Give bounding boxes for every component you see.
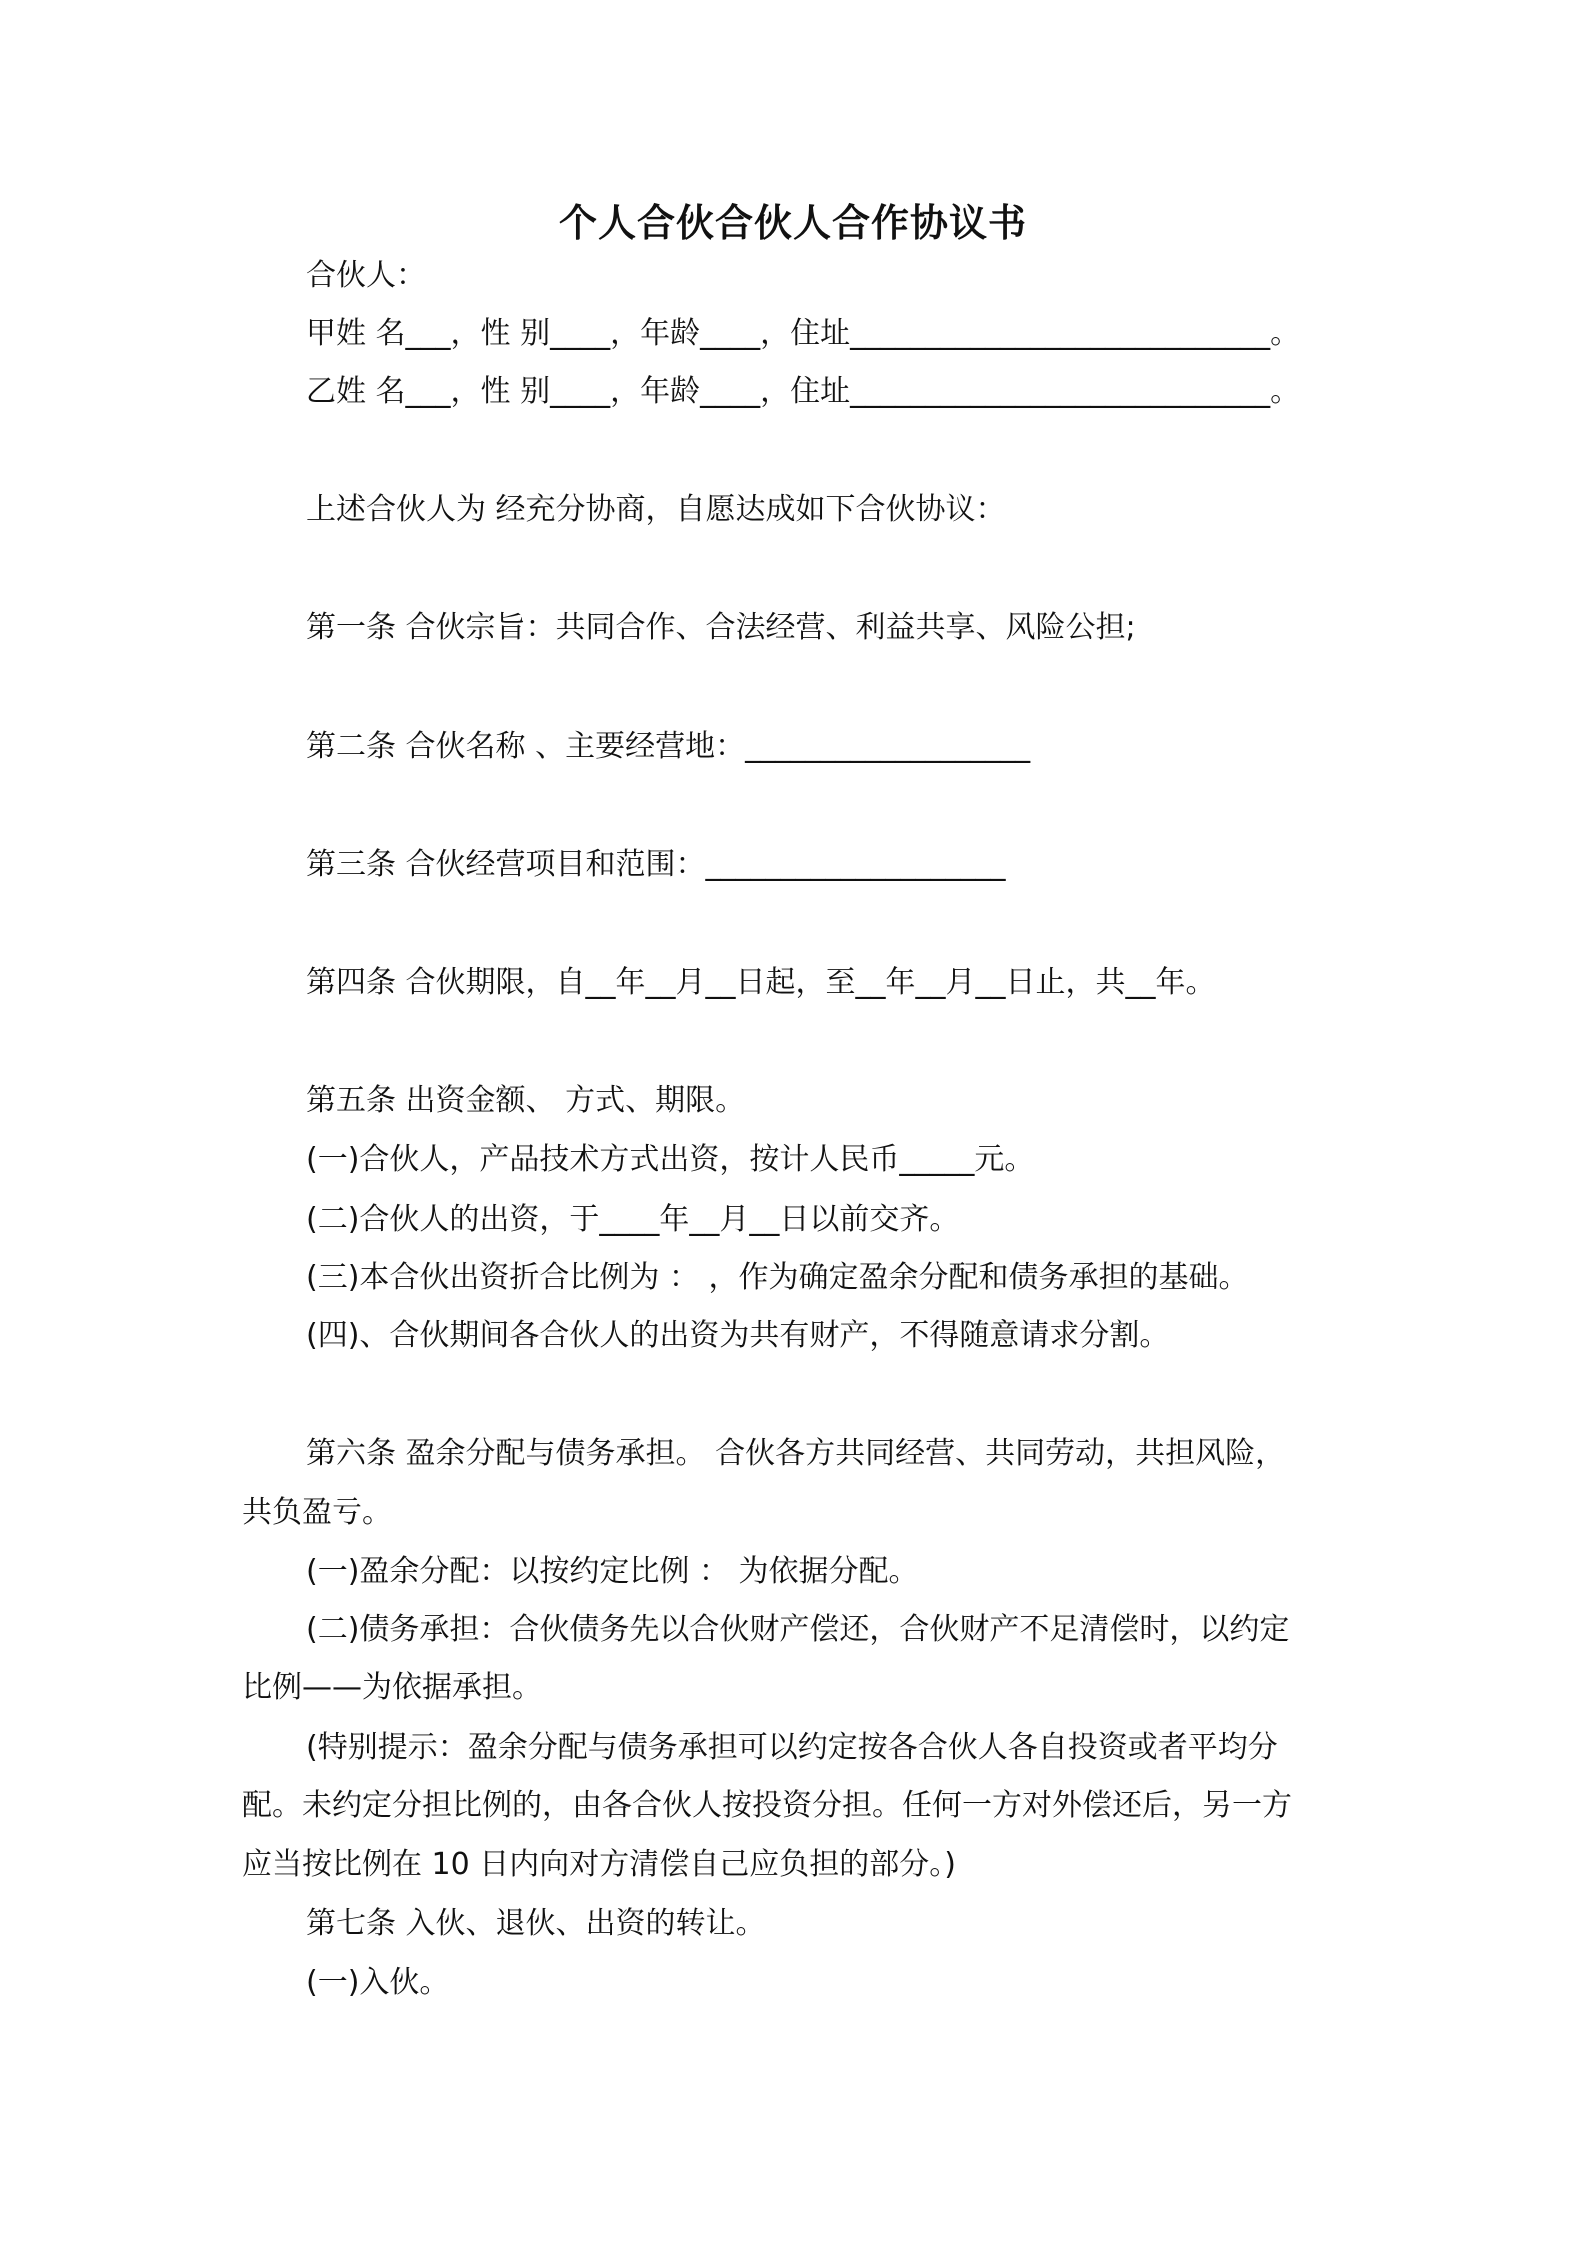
- article-5-item-4: (四)、合伙期间各合伙人的出资为共有财产，不得随意请求分割。: [306, 1318, 1170, 1353]
- article-6-heading: 第六条 盈余分配与债务承担。 合伙各方共同经营、共同劳动，共担风险，: [306, 1436, 1286, 1471]
- article-1: 第一条 合伙宗旨：共同合作、合法经营、利益共享、风险公担;: [306, 610, 1136, 645]
- special-note-cont-2: 应当按比例在 10 日内向对方清偿自己应负担的部分。): [242, 1847, 956, 1882]
- article-5-heading: 第五条 出资金额、 方式、期限。: [306, 1083, 746, 1118]
- article-5-item-1: (一)合伙人，产品技术方式出资，按计人民币_____元。: [306, 1142, 1035, 1177]
- party-a-info: 甲姓 名___，性 别____，年龄____，住址____________________________。: [306, 316, 1301, 351]
- agreement-intro: 上述合伙人为 经充分协商，自愿达成如下合伙协议：: [306, 492, 1006, 527]
- party-b-info: 乙姓 名___，性 别____，年龄____，住址____________________________。: [306, 374, 1301, 409]
- partners-heading: 合伙人：: [306, 258, 426, 293]
- article-5-item-3: (三)本合伙出资折合比例为 ： ，作为确定盈余分配和债务承担的基础。: [306, 1260, 1249, 1295]
- article-3: 第三条 合伙经营项目和范围：____________________: [306, 847, 1006, 882]
- article-5-item-2: (二)合伙人的出资，于____年__月__日以前交齐。: [306, 1202, 960, 1237]
- special-note: (特别提示：盈余分配与债务承担可以约定按各合伙人各自投资或者平均分: [306, 1730, 1278, 1765]
- article-6-heading-cont: 共负盈亏。: [242, 1495, 392, 1530]
- article-2: 第二条 合伙名称 、主要经营地：___________________: [306, 729, 1031, 764]
- article-7-item-1: (一)入伙。: [306, 1965, 450, 2000]
- article-4: 第四条 合伙期限，自__年__月__日起，至__年__月__日止，共__年。: [306, 965, 1216, 1000]
- article-6-item-1: (一)盈余分配：以按约定比例 ： 为依据分配。: [306, 1554, 919, 1589]
- article-6-item-2-cont: 比例——为依据承担。: [242, 1670, 542, 1705]
- document-title: 个人合伙合伙人合作协议书: [558, 201, 1027, 245]
- article-6-item-2: (二)债务承担：合伙债务先以合伙财产偿还，合伙财产不足清偿时，以约定: [306, 1612, 1290, 1647]
- article-7-heading: 第七条 入伙、退伙、出资的转让。: [306, 1906, 766, 1941]
- special-note-cont-1: 配。未约定分担比例的，由各合伙人按投资分担。任何一方对外偿还后，另一方: [242, 1788, 1292, 1823]
